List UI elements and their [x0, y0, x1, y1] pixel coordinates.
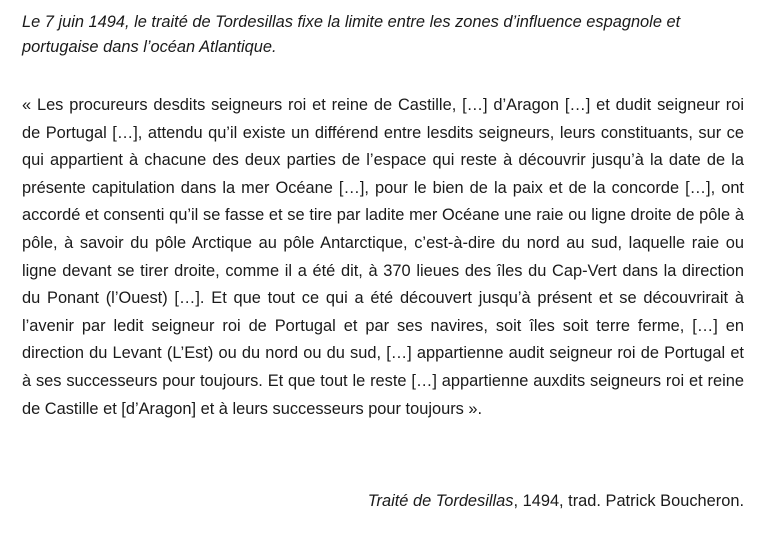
source-title: Traité de Tordesillas: [367, 492, 514, 510]
intro-text: Le 7 juin 1494, le traité de Tordesillas fixe la limite entre les zones d’influence espagnole et portugaise dans l’océan Atlantique.: [22, 13, 681, 56]
source-details: , 1494, trad. Patrick Boucheron.: [513, 492, 744, 510]
quote-text: « Les procureurs desdits seigneurs roi et reine de Castille, […] d’Aragon […] et dudit seigneur roi de Portugal […], attendu qu’il existe un différend entre lesdits seigneurs, leurs constituants, sur ce qui appartient à chacune des deux parties de l’espace qui reste à découvrir jusqu’à la date de la présente capitulation dans la mer Océane […], pour le bien de la paix et de la concorde […], ont accordé et consenti qu’il se fasse et se tire par ladite mer Océane une raie ou ligne droite de pôle à pôle, à savoir du pôle Arctique au pôle Antarctique, c’est-à-dire du nord au sud, laquelle raie ou ligne devant se tirer droite, comme il a été dit, à 370 lieues des îles du Cap-Vert dans la direction du Ponant (l’Ouest) […]. Et que tout ce qui a été découvert jusqu’à présent et se découvrirait à l’avenir par ledit seigneur roi de Portugal et par ses navires, soit îles soit terre ferme, […] en direction du Levant (L’Est) ou du nord ou du sud, […] appartienne audit seigneur roi de Portugal et à ses successeurs pour toujours. Et que tout le reste […] appartienne auxdits seigneurs roi et reine de Castille et [d’Aragon] et à leurs successeurs pour toujours ».: [22, 96, 744, 418]
source-citation: [368, 489, 744, 514]
